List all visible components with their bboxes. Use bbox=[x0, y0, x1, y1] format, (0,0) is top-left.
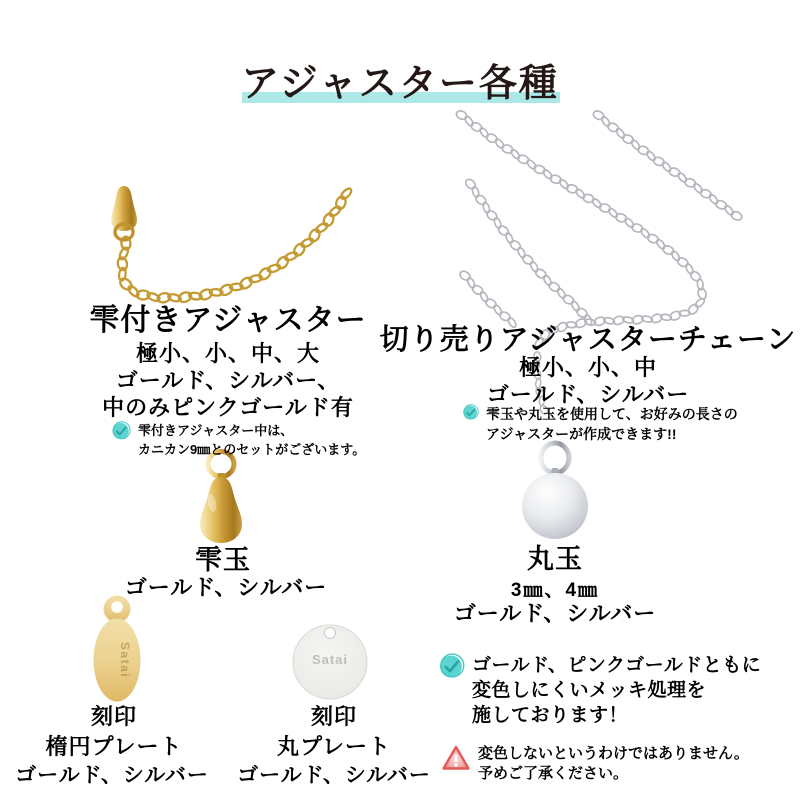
note-line: アジャスターが作成できます!! bbox=[486, 426, 677, 442]
note-cut-chain bbox=[462, 404, 738, 444]
note-plating bbox=[438, 653, 761, 728]
spec-line: ゴールド、シルバー bbox=[453, 601, 657, 626]
spec-line: ゴールド、シルバー bbox=[124, 575, 328, 600]
note-line: 施しております！ bbox=[472, 705, 629, 726]
spec-line: 丸プレート bbox=[276, 734, 392, 759]
spec-line: 極小、小、中 bbox=[518, 355, 657, 380]
round-ball-photo bbox=[522, 443, 588, 539]
section-heading-round-plate: 刻印 bbox=[310, 704, 357, 729]
section-heading-round-ball: 丸玉 bbox=[527, 544, 583, 574]
page-title: アジャスター各種 bbox=[241, 63, 559, 105]
check-icon bbox=[438, 653, 465, 680]
spec-line: 楕円プレート bbox=[45, 734, 183, 759]
spec-line: 極小、小、中、大 bbox=[135, 341, 320, 366]
note-line: ゴールド、ピンクゴールドともに bbox=[472, 655, 762, 676]
warning-icon bbox=[441, 744, 471, 772]
note-line: 変色しないというわけではありません。 bbox=[478, 745, 749, 762]
round-plate-engraving: Satai bbox=[311, 652, 349, 667]
section-heading-drop-ball: 雫玉 bbox=[195, 545, 251, 575]
spec-line: 3㎜、4㎜ bbox=[510, 580, 600, 601]
section-heading-drop-adjuster: 雫付きアジャスター bbox=[89, 304, 367, 337]
spec-line: ゴールド、シルバー bbox=[15, 764, 209, 787]
spec-line: ゴールド、シルバー、 bbox=[115, 368, 341, 393]
note-drop-adjuster bbox=[111, 421, 365, 459]
note-line: 雫付きアジャスター中は、 bbox=[138, 423, 294, 438]
round-plate-photo bbox=[293, 625, 367, 699]
note-text bbox=[486, 404, 738, 444]
spec-line: ゴールド、シルバー bbox=[486, 382, 690, 407]
oval-plate-engraving: Satai bbox=[118, 641, 132, 679]
note-text bbox=[472, 653, 761, 728]
note-line: 雫玉や丸玉を使用して、お好みの長さの bbox=[486, 406, 738, 422]
note-text bbox=[138, 421, 365, 459]
spec-line: 中のみピンクゴールド有 bbox=[102, 395, 354, 420]
check-icon bbox=[462, 404, 479, 421]
oval-plate-photo bbox=[94, 596, 141, 702]
note-line: 変色しにくいメッキ処理を bbox=[472, 680, 707, 701]
note-warning bbox=[441, 744, 749, 783]
section-heading-cut-chain: 切り売りアジャスターチェーン bbox=[379, 324, 797, 356]
drop-ball-photo bbox=[200, 452, 242, 544]
drop-adjuster-photo bbox=[111, 186, 137, 240]
note-line: カニカン9㎜とのセットがございます。 bbox=[138, 442, 366, 457]
check-icon bbox=[111, 421, 131, 441]
note-text bbox=[478, 744, 749, 783]
section-heading-oval-plate: 刻印 bbox=[90, 704, 137, 729]
spec-line: ゴールド、シルバー bbox=[237, 764, 431, 787]
note-line: 予めご了承ください。 bbox=[478, 764, 629, 782]
